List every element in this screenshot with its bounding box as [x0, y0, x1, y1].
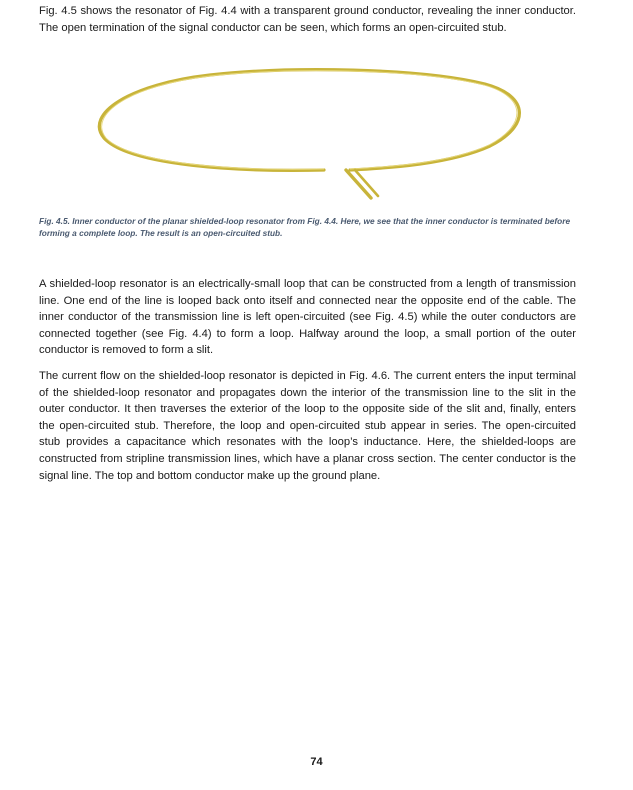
figure-caption: Fig. 4.5. Inner conductor of the planar shielded-loop resonator from Fig. 4.4. Here, we see that the inner conductor is terminated before forming a complete loop. The result is an open-circuited stub. [39, 216, 571, 239]
body-paragraph-2: The current flow on the shielded-loop resonator is depicted in Fig. 4.6. The current enters the input terminal of the shielded-loop resonator and propagates down the interior of the transmission line to the slit in the outer conductor. It then traverses the exterior of the loop to the opposite side of the slit and, finally, enters the open-circuited stub. Therefore, the loop and open-circuited stub appear in series. The open-circuited stub provides a capacitance which resonates with the loop’s inductance. Here, the shielded-loops are constructed from stripline transmission lines, which have a planar cross section. The center conductor is the signal line. The top and bottom conductor make up the ground plane. [39, 370, 576, 482]
page-number: 74 [310, 756, 323, 768]
intro-paragraph: Fig. 4.5 shows the resonator of Fig. 4.4 with a transparent ground conductor, revealing the inner conductor. The open termination of the signal conductor can be seen, which forms an open-circuited stub. [39, 5, 576, 34]
body-paragraph-1: A shielded-loop resonator is an electrically-small loop that can be constructed from a length of transmission line. One end of the line is looped back onto itself and connected near the opposite end of the cable. The inner conductor of the transmission line is left open-circuited (see Fig. 4.5) while the outer conductors are connected together (see Fig. 4.4) to form a loop. Halfway around the loop, a small portion of the outer conductor is removed to form a slit. [39, 278, 576, 357]
loop-conductor-highlight [102, 71, 517, 170]
figure-inner-conductor-loop [90, 62, 530, 204]
